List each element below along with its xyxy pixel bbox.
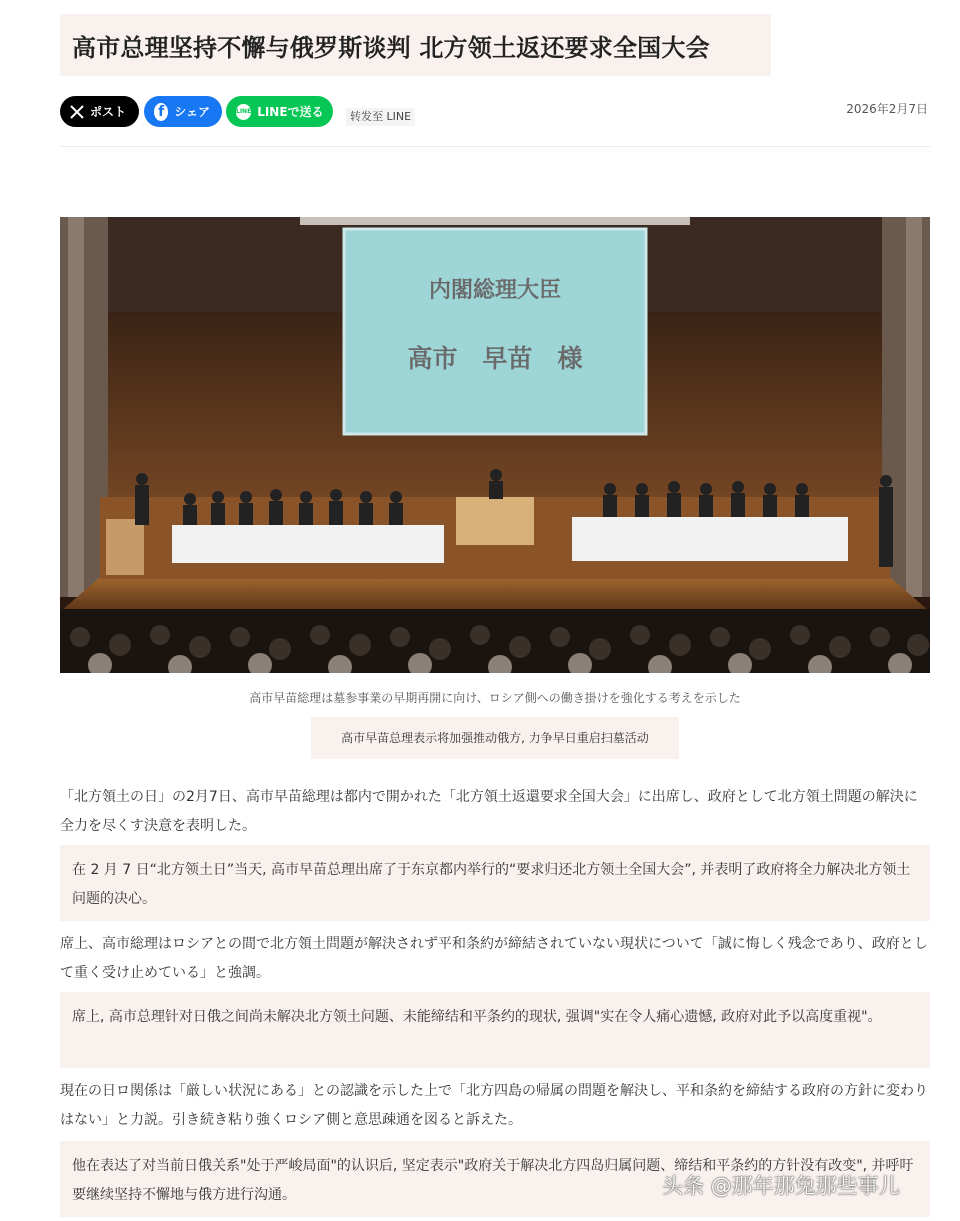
- article-photo: [60, 217, 930, 673]
- forward-to-line[interactable]: 转发至 LINE: [346, 108, 415, 126]
- article-title: 高市总理坚持不懈与俄罗斯谈判 北方领土返还要求全国大会: [72, 34, 710, 62]
- photo-caption-japanese: 高市早苗総理は墓参事業の早期再開に向け、ロシア側への働き掛けを強化する考えを示した: [249, 691, 741, 705]
- facebook-share-button[interactable]: [144, 96, 222, 127]
- line-send-label: LINEで送る: [257, 105, 324, 119]
- paragraph-cn-1: 在 2 月 7 日“北方领土日”当天, 高市早苗总理出席了于东京都内举行的“要求归还北方领土全国大会”, 并表明了政府将全力解决北方领土问题的决心。: [60, 845, 930, 921]
- paragraph-cn-3: 他在表达了对当前日俄关系"处于严峻局面"的认识后, 坚定表示"政府关于解决北方四岛归属问题、缔结和平条约的方针没有改变", 并呼吁要继续坚持不懈地与俄方进行沟通。: [60, 1141, 930, 1217]
- facebook-logo-icon: f: [154, 103, 168, 121]
- screen-text-line1: 内閣総理大臣: [428, 278, 562, 303]
- stage-screen: [344, 229, 646, 434]
- article-date: 2026年2月7日: [846, 102, 928, 116]
- x-post-button[interactable]: [60, 96, 139, 127]
- watermark: 头条 @那年那兔那些事儿: [662, 1174, 900, 1198]
- header-divider: [60, 146, 930, 147]
- x-logo-icon: [70, 105, 84, 119]
- line-send-button[interactable]: [226, 96, 333, 127]
- paragraph-jp-3: 現在の日ロ関係は「厳しい状況にある」との認識を示した上で「北方四島の帰属の問題を解決し、平和条約を締結する政府の方針に変わりはない」と力説。引き続き粘り強くロシア側と意思疎通を図ると訴えた。: [60, 1083, 928, 1128]
- paragraph-jp-2: 席上、高市総理はロシアとの間で北方領土問題が解決されず平和条約が締結されていない現状について「誠に悔しく残念であり、政府として重く受け止めている」と強調。: [60, 936, 928, 981]
- photo-caption-chinese: 高市早苗总理表示将加强推动俄方, 力争早日重启扫墓活动: [311, 717, 679, 759]
- line-logo-icon: LINE: [236, 104, 251, 120]
- screen-text-line2: 高市 早苗 様: [407, 344, 583, 373]
- paragraph-jp-1: 「北方領土の日」の2月7日、高市早苗総理は都内で開かれた「北方領土返還要求全国大会」に出席し、政府として北方領土問題の解決に全力を尽くす決意を表明した。: [60, 789, 918, 834]
- x-post-label: ポスト: [90, 105, 127, 119]
- facebook-share-label: シェア: [174, 105, 210, 119]
- paragraph-cn-2: 席上, 高市总理针对日俄之间尚未解决北方领土问题、未能缔结和平条约的现状, 强调"实在令人痛心遗憾, 政府对此予以高度重视"。: [60, 992, 930, 1068]
- title-box: [60, 14, 771, 76]
